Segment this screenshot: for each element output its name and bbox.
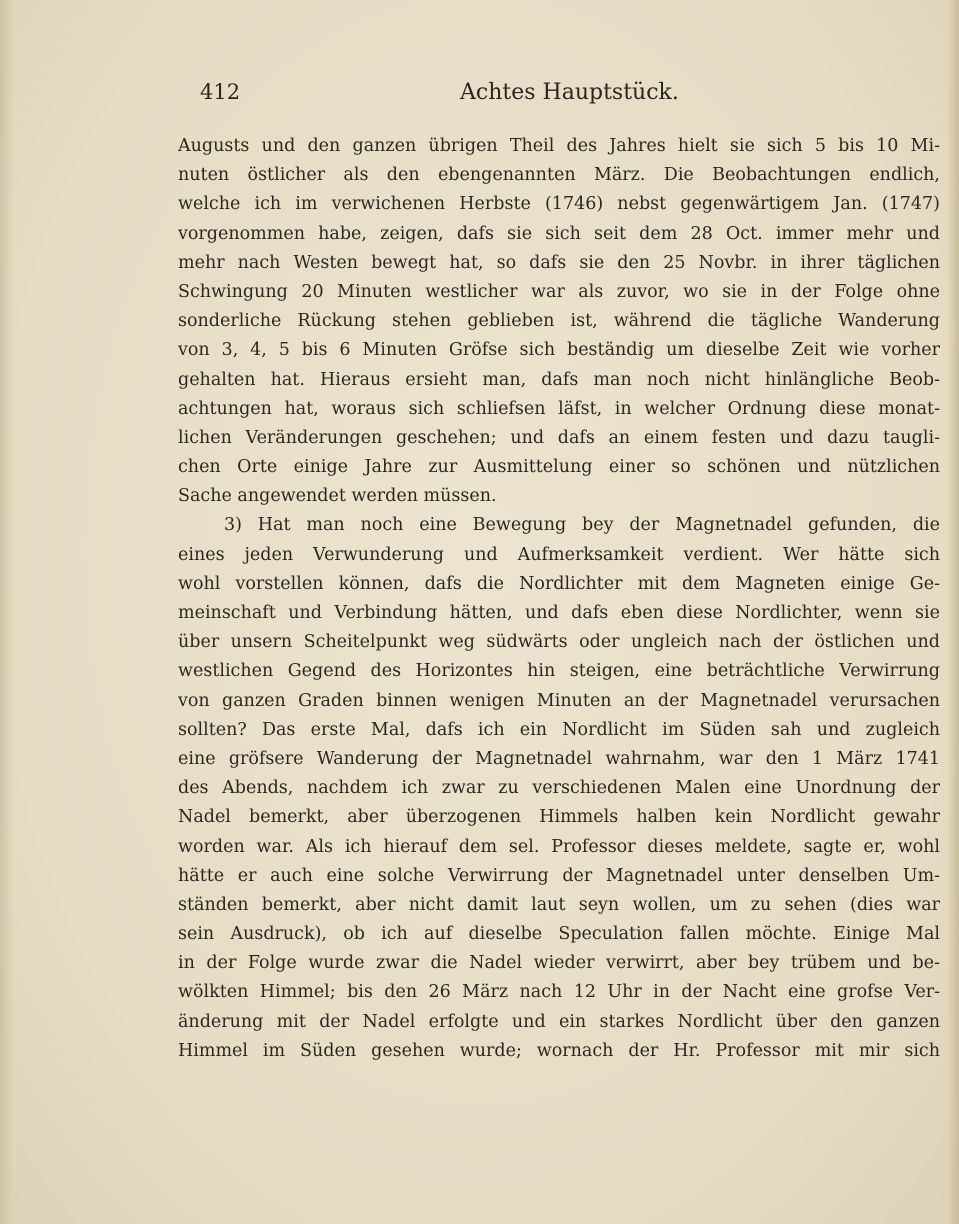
page-gutter-shadow — [0, 0, 14, 1224]
text-line: vorgenommen habe, zeigen, dafs sie sich seit dem 28 Oct. immer mehr und — [178, 223, 940, 244]
text-line: achtungen hat, woraus sich schliefsen läfst, in welcher Ordnung diese monat- — [178, 398, 940, 419]
text-line: westlichen Gegend des Horizontes hin steigen, eine beträchtliche Verwirrung — [178, 661, 940, 682]
text-line: des Abends, nachdem ich zwar zu verschiedenen Malen eine Unordnung der — [178, 778, 940, 799]
text-line: welche ich im verwichenen Herbste (1746) nebst gegenwärtigem Jan. (1747) — [178, 194, 940, 215]
text-line: Himmel im Süden gesehen wurde; wornach der Hr. Professor mit mir sich — [178, 1040, 940, 1061]
text-line: von ganzen Graden binnen wenigen Minuten an der Magnetnadel verursachen — [178, 690, 940, 711]
page-edge-shadow — [947, 0, 959, 1224]
running-head: Achtes Hauptstück. — [460, 80, 679, 105]
text-line: meinschaft und Verbindung hätten, und dafs eben diese Nordlichter, wenn sie — [178, 603, 940, 623]
text-line: Augusts und den ganzen übrigen Theil des Jahres hielt sie sich 5 bis 10 Mi- — [178, 136, 940, 156]
text-line: Sache angewendet werden müssen. — [178, 486, 497, 507]
text-line: sein Ausdruck), ob ich auf dieselbe Speculation fallen möchte. Einige Mal — [178, 924, 940, 945]
text-line: mehr nach Westen bewegt hat, so dafs sie den 25 Novbr. in ihrer täglichen — [178, 252, 940, 273]
text-line: in der Folge wurde zwar die Nadel wieder verwirrt, aber bey trübem und be- — [178, 953, 940, 974]
page-header — [200, 80, 680, 114]
text-line: sollten? Das erste Mal, dafs ich ein Nordlicht im Süden sah und zugleich — [178, 719, 940, 740]
text-line: wohl vorstellen können, dafs die Nordlichter mit dem Magneten einige Ge- — [178, 573, 940, 594]
text-line: chen Orte einige Jahre zur Ausmittelung einer so schönen und nützlichen — [178, 457, 940, 478]
text-line: über unsern Scheitelpunkt weg südwärts oder ungleich nach der östlichen und — [178, 632, 940, 653]
text-line: hätte er auch eine solche Verwirrung der Magnetnadel unter denselben Um- — [178, 865, 940, 886]
text-line: von 3, 4, 5 bis 6 Minuten Gröfse sich beständig um dieselbe Zeit wie vorher — [178, 340, 940, 361]
text-line: ständen bemerkt, aber nicht damit laut seyn wollen, um zu sehen (dies war — [178, 894, 940, 915]
text-line: lichen Veränderungen geschehen; und dafs an einem festen und dazu taugli- — [178, 427, 940, 448]
text-line: änderung mit der Nadel erfolgte und ein starkes Nordlicht über den ganzen — [178, 1011, 940, 1032]
text-line: 3) Hat man noch eine Bewegung bey der Magnetnadel gefunden, die — [224, 515, 940, 536]
text-line: nuten östlicher als den ebengenannten März. Die Beobachtungen endlich, — [178, 165, 940, 186]
text-line: sonderliche Rückung stehen geblieben ist, während die tägliche Wanderung — [178, 311, 940, 332]
text-line: Schwingung 20 Minuten westlicher war als zuvor, wo sie in der Folge ohne — [178, 281, 940, 302]
text-line: Nadel bemerkt, aber überzogenen Himmels halben kein Nordlicht gewahr — [178, 807, 940, 828]
text-line: eine gröfsere Wanderung der Magnetnadel wahrnahm, war den 1 März 1741 — [178, 748, 940, 769]
text-line: gehalten hat. Hieraus ersieht man, dafs man noch nicht hinlängliche Beob- — [178, 369, 940, 390]
body-text — [178, 132, 940, 1066]
text-line: worden war. Als ich hierauf dem sel. Professor dieses meldete, sagte er, wohl — [178, 836, 940, 857]
text-line: eines jeden Verwunderung und Aufmerksamkeit verdient. Wer hätte sich — [178, 544, 940, 565]
page-number: 412 — [200, 80, 241, 104]
text-line: wölkten Himmel; bis den 26 März nach 12 Uhr in der Nacht eine grofse Ver- — [178, 982, 940, 1003]
